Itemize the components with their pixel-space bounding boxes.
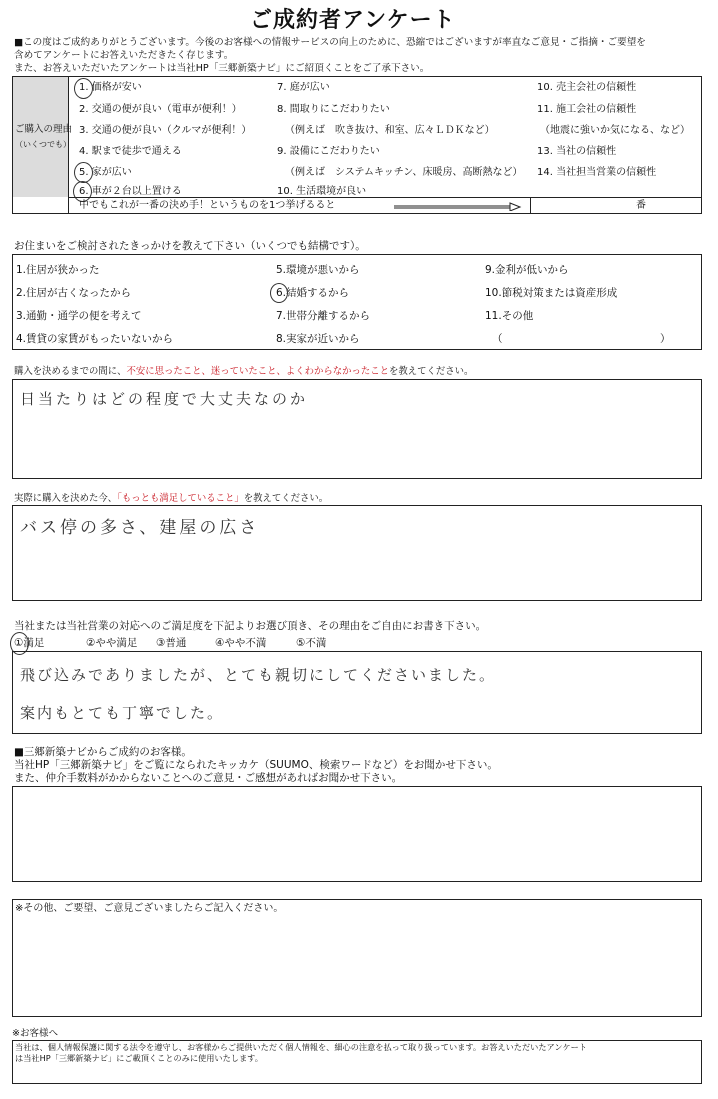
- selection-circle: [74, 162, 93, 183]
- page-title: ご成約者アンケート: [250, 8, 456, 33]
- reason-item[interactable]: 5. 家が広い: [79, 167, 132, 178]
- rating-answer-line-1: 飛び込みでありましたが、とても親切にしてくださいました。: [20, 666, 497, 684]
- trigger-other-blank[interactable]: （ ）: [492, 333, 671, 345]
- reason-example: （例えば システムキッチン、床暖房、高断熱など）: [285, 167, 523, 178]
- other-answer-box[interactable]: [12, 899, 702, 1017]
- reasons-sublabel: （いくつでも）: [15, 140, 71, 149]
- concerns-question-highlight: 不安に思ったこと、迷っていたこと、よくわからなかったこと: [126, 366, 390, 377]
- satisfied-question-highlight: 「もっとも満足していること」: [117, 493, 244, 504]
- navi-line-1: ■三郷新築ナビからご成約のお客様。: [14, 746, 192, 758]
- satisfied-question: [14, 493, 328, 504]
- reason-item[interactable]: 13. 当社の信頼性: [537, 146, 617, 157]
- decisive-row-divider: [68, 197, 702, 198]
- reason-item[interactable]: 1. 価格が安い: [79, 82, 142, 93]
- reason-item[interactable]: 4. 駅まで徒歩で通える: [79, 146, 182, 157]
- rating-question: 当社または当社営業の対応へのご満足度を下記よりお選び頂き、その理由をご自由にお書き下さい。: [14, 620, 487, 632]
- navi-line-2: 当社HP「三郷新築ナビ」をご覧になられたキッカケ（SUUMO、検索ワードなど）をお聞かせ下さい。: [14, 759, 498, 771]
- trigger-item[interactable]: 1.住居が狭かった: [16, 264, 100, 276]
- decisive-answer-divider: [530, 197, 531, 213]
- trigger-item[interactable]: 4.賃貸の家賃がもったいないから: [16, 333, 174, 345]
- trigger-item[interactable]: 5.環境が悪いから: [276, 264, 360, 276]
- rating-option[interactable]: ①満足: [14, 637, 45, 649]
- selection-circle: [73, 181, 92, 202]
- reason-item[interactable]: 14. 当社担当営業の信頼性: [537, 167, 657, 178]
- right-arrow-icon: [392, 201, 522, 211]
- rating-option[interactable]: ③普通: [156, 637, 187, 649]
- selection-circle: [74, 78, 93, 99]
- trigger-item[interactable]: 9.金利が低いから: [485, 264, 569, 276]
- rating-answer-line-2: 案内もとても丁寧でした。: [20, 704, 225, 722]
- trigger-item[interactable]: 3.通勤・通学の便を考えて: [16, 310, 142, 322]
- concerns-question-pre: 購入を決めるまでの間に、: [14, 366, 127, 377]
- reason-item[interactable]: 3. 交通の便が良い（クルマが便利！）: [79, 125, 252, 136]
- concerns-question-post: を教えてください。: [389, 366, 474, 377]
- trigger-item[interactable]: 10.節税対策または資産形成: [485, 287, 618, 299]
- intro-line-2: 含めてアンケートにお答えいただきたく存じます。: [14, 50, 234, 61]
- reason-item[interactable]: 11. 施工会社の信頼性: [537, 104, 637, 115]
- reason-item[interactable]: 10. 生活環境が良い: [277, 186, 367, 197]
- satisfied-question-post: を教えてください。: [243, 493, 329, 504]
- rating-option[interactable]: ⑤不満: [296, 637, 327, 649]
- concerns-answer: 日当たりはどの程度で大丈夫なのか: [20, 390, 309, 408]
- trigger-item[interactable]: 8.実家が近いから: [276, 333, 360, 345]
- privacy-line-2: は当社HP「三郷新築ナビ」にご載頂くことのみに使用いたします。: [15, 1053, 263, 1063]
- navi-answer-box[interactable]: [12, 786, 702, 882]
- concerns-question: [14, 366, 473, 377]
- reason-example: （例えば 吹き抜け、和室、広々ＬＤＫなど）: [285, 125, 495, 136]
- intro-line-1: ■この度はご成約ありがとうございます。今後のお客様への情報サービスの向上のために、恐縮ではございますが率直なご意見・ご指摘・ご要望を: [14, 37, 646, 48]
- reason-item[interactable]: 10. 売主会社の信頼性: [537, 82, 637, 93]
- reason-item[interactable]: 9. 設備にこだわりたい: [277, 146, 380, 157]
- intro-line-3: また、お答えいただいたアンケートは当社HP「三郷新築ナビ」にご紹頂くことをご了承下さい。: [14, 63, 430, 74]
- reasons-label: ご購入の理由: [15, 124, 73, 135]
- rating-option[interactable]: ②やや満足: [86, 637, 138, 649]
- decisive-question: 中でもこれが一番の決め手！というものを1つ挙げるると: [79, 200, 336, 211]
- reason-example: （地震に強いか気になる、など）: [540, 125, 690, 136]
- satisfied-answer: バス停の多さ、建屋の広さ: [20, 518, 260, 538]
- decisive-number-suffix: 番: [636, 200, 646, 211]
- trigger-question: お住まいをご検討されたきっかけを教えて下さい（いくつでも結構です）。: [14, 240, 366, 252]
- reason-item[interactable]: 2. 交通の便が良い（電車が便利！）: [79, 104, 242, 115]
- trigger-item[interactable]: 6.結婚するから: [276, 287, 350, 299]
- trigger-item[interactable]: 2.住居が古くなったから: [16, 287, 132, 299]
- other-label: ※その他、ご要望、ご意見ございましたらご記入ください。: [15, 903, 284, 914]
- reasons-label-cell: [13, 77, 68, 197]
- rating-option[interactable]: ④やや不満: [215, 637, 267, 649]
- trigger-item[interactable]: 7.世帯分離するから: [276, 310, 371, 322]
- selection-circle: [270, 283, 288, 303]
- navi-line-3: また、仲介手数料がかからないことへのご意見・ご感想があればお聞かせ下さい。: [14, 772, 403, 784]
- privacy-heading: ※お客様へ: [12, 1028, 58, 1039]
- reason-item[interactable]: 7. 庭が広い: [277, 82, 330, 93]
- reason-item[interactable]: 6. 車が２台以上置ける: [79, 186, 182, 197]
- trigger-item[interactable]: 11.その他: [485, 310, 534, 322]
- satisfied-question-pre: 実際に購入を決めた今、: [14, 493, 118, 504]
- privacy-line-1: 当社は、個人情報保護に関する法令を遵守し、お客様からご提供いただく個人情報を、細心の注意を払って取り扱っています。お答えいただいたアンケート: [15, 1042, 587, 1052]
- reason-item[interactable]: 8. 間取りにこだわりたい: [277, 104, 390, 115]
